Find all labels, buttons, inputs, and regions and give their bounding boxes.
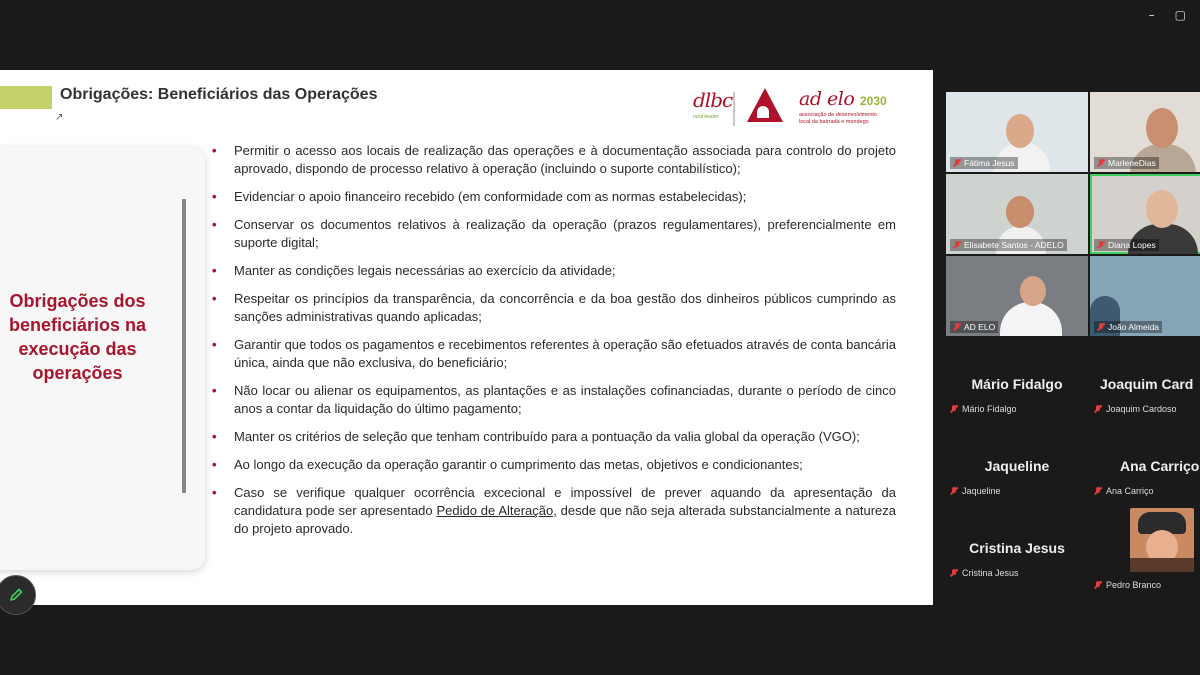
dlbc-logo: dlbc xyxy=(693,88,733,112)
maximize-button[interactable]: ▢ xyxy=(1174,8,1186,22)
video-tile[interactable] xyxy=(946,174,1088,254)
participant-name: Ana Carriço xyxy=(1094,486,1154,496)
mic-off-icon xyxy=(1094,581,1102,590)
pedido-alteracao-link[interactable]: Pedido de Alteração, xyxy=(436,503,557,518)
participant-tile[interactable] xyxy=(946,364,1088,444)
participant-name: Pedro Branco xyxy=(1094,580,1161,590)
shared-slide xyxy=(0,70,933,605)
participants-panel xyxy=(946,92,1200,590)
list-item-text: Caso se verifique qualquer ocorrência excecional e impossível de prever aquando da apresentação da candidatura pode ser apresentado xyxy=(234,485,896,518)
participant-name: Jaqueline xyxy=(950,486,1001,496)
partner-logos xyxy=(693,86,893,130)
participant-name: Mário Fidalgo xyxy=(950,404,1017,414)
mic-off-icon xyxy=(953,323,961,332)
participant-tile[interactable] xyxy=(1090,364,1200,444)
participant-name: Elisabete Santos - ADELO xyxy=(950,239,1067,251)
participant-display-name: Cristina Jesus xyxy=(969,540,1065,556)
adelo-logo: ad elo xyxy=(799,88,855,110)
video-tile[interactable] xyxy=(1090,92,1200,172)
adelo-logo-subtitle: associação de desenvolvimento local da bairrada e mondego xyxy=(799,112,877,125)
participant-name: Diana Lopes xyxy=(1094,239,1159,251)
list-item-text: desde que não seja alterada substancialmente a natureza do projeto aprovado. xyxy=(234,503,896,536)
mic-off-icon xyxy=(1094,405,1102,414)
mic-off-icon xyxy=(1097,323,1105,332)
mic-off-icon xyxy=(953,159,961,168)
participant-display-name: Joaquim Card xyxy=(1100,376,1194,392)
mic-off-icon xyxy=(1097,159,1105,168)
list-item: • Permitir o acesso aos locais de realização das operações e à documentação associada para controlo do projeto aprovado, dispondo de processo relativo à operação (incluindo o suporte contabilístico); xyxy=(212,142,896,178)
video-tile[interactable] xyxy=(946,92,1088,172)
participant-name: João Almeida xyxy=(1094,321,1162,333)
list-item: • Respeitar os princípios da transparência, da concorrência e da boa gestão dos dinheiros públicos cumprindo as sanções administrativas quando aplicadas; xyxy=(212,290,896,326)
mic-off-icon xyxy=(1097,241,1105,250)
list-item: • Conservar os documentos relativos à realização da operação (prazos regulamentares), preferencialmente em suporte digital; xyxy=(212,216,896,252)
avatar xyxy=(1130,508,1194,572)
list-item: • Não locar ou alienar os equipamentos, as plantações e as instalações cofinanciadas, durante o período de cinco anos a contar da liquidação do último pagamento; xyxy=(212,382,896,418)
logo-divider xyxy=(733,92,735,126)
side-card xyxy=(0,147,205,570)
adelo-logo-year: 2030 xyxy=(860,94,887,108)
window-controls xyxy=(1149,8,1186,22)
pen-icon xyxy=(8,587,24,603)
participant-display-name: Ana Carriço xyxy=(1120,458,1200,474)
mic-off-icon xyxy=(950,405,958,414)
participant-name: Cristina Jesus xyxy=(950,568,1019,578)
mic-off-icon xyxy=(950,569,958,578)
adelo-a-inner xyxy=(757,106,769,118)
title-accent-bar xyxy=(0,86,52,109)
participant-name: Joaquim Cardoso xyxy=(1094,404,1177,414)
participant-name: Fátima Jesus xyxy=(950,157,1018,169)
mic-off-icon xyxy=(1094,487,1102,496)
list-item-last xyxy=(212,484,896,538)
list-item: • Ao longo da execução da operação garantir o cumprimento das metas, objetivos e condicionantes; xyxy=(212,456,896,474)
side-card-heading: Obrigações dos beneficiários na execução das operações xyxy=(8,291,147,383)
participant-name: AD ELO xyxy=(950,321,998,333)
mic-off-icon xyxy=(950,487,958,496)
video-tile[interactable] xyxy=(946,256,1088,336)
list-item: • Garantir que todos os pagamentos e recebimentos referentes à operação são efetuados através de conta bancária única, ainda que não exclusiva, do beneficiário; xyxy=(212,336,896,372)
participant-tile[interactable] xyxy=(1090,508,1200,608)
video-tile[interactable] xyxy=(1090,256,1200,336)
dlbc-logo-subtitle: rural leader xyxy=(693,114,719,120)
participant-display-name: Mário Fidalgo xyxy=(971,376,1063,392)
participant-tile[interactable] xyxy=(946,446,1088,526)
list-item: • Evidenciar o apoio financeiro recebido (em conformidade com as normas estabelecidas); xyxy=(212,188,896,206)
list-item: • Manter os critérios de seleção que tenham contribuído para a pontuação da valia global da operação (VGO); xyxy=(212,428,896,446)
participant-name: MarleneDias xyxy=(1094,157,1159,169)
side-card-scroll-bar xyxy=(182,199,186,493)
slide-title: Obrigações: Beneficiários das Operações xyxy=(60,86,378,103)
video-tile-active-speaker[interactable] xyxy=(1090,174,1200,254)
annotate-pen-button[interactable] xyxy=(0,575,36,615)
list-item: • Manter as condições legais necessárias ao exercício da atividade; xyxy=(212,262,896,280)
minimize-button[interactable]: – xyxy=(1148,8,1155,22)
participant-display-name: Jaqueline xyxy=(984,458,1050,474)
mouse-cursor-icon: ↗ xyxy=(55,112,64,123)
mic-off-icon xyxy=(953,241,961,250)
obligations-list xyxy=(212,142,896,548)
participant-tile[interactable] xyxy=(946,528,1088,608)
